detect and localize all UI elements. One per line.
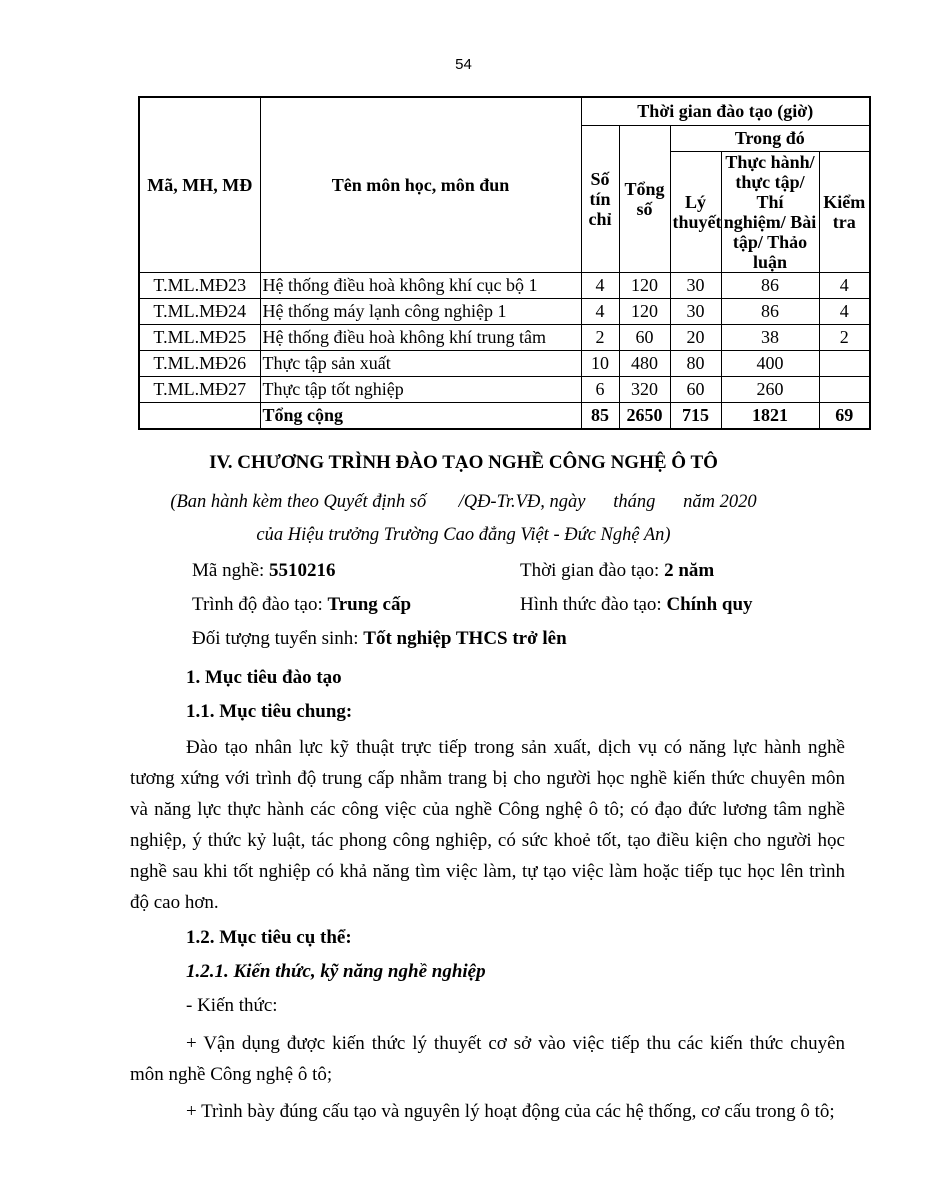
cell-exam: 4 bbox=[819, 272, 870, 298]
program-duration: Thời gian đào tạo: 2 năm bbox=[520, 560, 715, 581]
cell-practice: 260 bbox=[721, 376, 819, 402]
total-label: Tổng cộng bbox=[260, 402, 581, 429]
training-level: Trình độ đào tạo: Trung cấp bbox=[192, 594, 412, 615]
heading-knowledge-skills: 1.2.1. Kiến thức, kỹ năng nghề nghiệp bbox=[186, 961, 486, 982]
cell-code: T.ML.MĐ26 bbox=[139, 350, 260, 376]
cell-credits: 10 bbox=[581, 350, 619, 376]
table-row bbox=[139, 376, 870, 402]
header-within: Trong đó bbox=[670, 125, 870, 151]
cell-total: 120 bbox=[619, 298, 670, 324]
cell-theory: 30 bbox=[670, 272, 721, 298]
header-theory: Lý thuyết bbox=[670, 151, 721, 272]
cell-exam: 4 bbox=[819, 298, 870, 324]
total-hours: 2650 bbox=[619, 402, 670, 429]
cell-code: T.ML.MĐ23 bbox=[139, 272, 260, 298]
cell-credits: 6 bbox=[581, 376, 619, 402]
header-exam: Kiểm tra bbox=[819, 151, 870, 272]
cell-theory: 60 bbox=[670, 376, 721, 402]
table-row bbox=[139, 272, 870, 298]
paragraph-general-objectives: Đào tạo nhân lực kỹ thuật trực tiếp trong sản xuất, dịch vụ có năng lực hành nghề tương xứng với trình độ trung cấp nhằm trang bị cho người học nghề kiến thức chuyên môn và năng lực thực hành các công việc của nghề Công nghệ ô tô; có đạo đức lương tâm nghề nghiệp, ý thức kỷ luật, tác phong công nghiệp, có sức khoẻ tốt, tạo điều kiện cho người học nghề sau khi tốt nghiệp có khả năng tìm việc làm, tự tạo việc làm hoặc tiếp tục học lên trình độ cao hơn. bbox=[130, 737, 845, 913]
cell-total: 320 bbox=[619, 376, 670, 402]
enrollment-target: Đối tượng tuyển sinh: Tốt nghiệp THCS trở lên bbox=[192, 628, 567, 649]
cell-code bbox=[139, 402, 260, 429]
document-body bbox=[0, 452, 927, 1127]
cell-credits: 2 bbox=[581, 324, 619, 350]
cell-total: 60 bbox=[619, 324, 670, 350]
cell-exam bbox=[819, 376, 870, 402]
cell-practice: 86 bbox=[721, 272, 819, 298]
decree-note bbox=[0, 486, 927, 552]
cell-name: Hệ thống điều hoà không khí trung tâm bbox=[260, 324, 581, 350]
knowledge-item: + Vận dụng được kiến thức lý thuyết cơ sở vào việc tiếp thu các kiến thức chuyên môn nghề Công nghệ ô tô; bbox=[130, 1033, 845, 1085]
cell-total: 480 bbox=[619, 350, 670, 376]
table-row bbox=[139, 324, 870, 350]
cell-theory: 20 bbox=[670, 324, 721, 350]
cell-exam bbox=[819, 350, 870, 376]
total-exam: 69 bbox=[819, 402, 870, 429]
program-info bbox=[0, 560, 927, 662]
cell-practice: 38 bbox=[721, 324, 819, 350]
cell-credits: 4 bbox=[581, 272, 619, 298]
cell-practice: 400 bbox=[721, 350, 819, 376]
total-credits: 85 bbox=[581, 402, 619, 429]
header-credits: Số tín chỉ bbox=[581, 125, 619, 272]
curriculum-table bbox=[138, 96, 871, 430]
header-total: Tổng số bbox=[619, 125, 670, 272]
cell-theory: 30 bbox=[670, 298, 721, 324]
section-title: IV. CHƯƠNG TRÌNH ĐÀO TẠO NGHỀ CÔNG NGHỆ Ô TÔ bbox=[209, 452, 718, 473]
total-row bbox=[139, 402, 870, 429]
cell-name: Thực tập sản xuất bbox=[260, 350, 581, 376]
heading-training-objectives: 1. Mục tiêu đào tạo bbox=[186, 667, 342, 688]
cell-credits: 4 bbox=[581, 298, 619, 324]
training-form: Hình thức đào tạo: Chính quy bbox=[520, 594, 753, 615]
heading-general-objectives: 1.1. Mục tiêu chung: bbox=[186, 701, 353, 722]
header-code: Mã, MH, MĐ bbox=[139, 97, 260, 272]
table-row bbox=[139, 298, 870, 324]
cell-total: 120 bbox=[619, 272, 670, 298]
cell-code: T.ML.MĐ27 bbox=[139, 376, 260, 402]
cell-name: Thực tập tốt nghiệp bbox=[260, 376, 581, 402]
cell-code: T.ML.MĐ24 bbox=[139, 298, 260, 324]
cell-name: Hệ thống điều hoà không khí cục bộ 1 bbox=[260, 272, 581, 298]
decree-line-2: của Hiệu trưởng Trường Cao đẳng Việt - Đức Nghệ An) bbox=[256, 525, 671, 545]
decree-line-1: (Ban hành kèm theo Quyết định số /QĐ-Tr.VĐ, ngày tháng năm 2020 bbox=[170, 492, 757, 512]
knowledge-label: - Kiến thức: bbox=[186, 995, 278, 1016]
cell-exam: 2 bbox=[819, 324, 870, 350]
total-practice: 1821 bbox=[721, 402, 819, 429]
header-name: Tên môn học, môn đun bbox=[260, 97, 581, 272]
program-code: Mã nghề: 5510216 bbox=[192, 560, 336, 581]
total-theory: 715 bbox=[670, 402, 721, 429]
cell-practice: 86 bbox=[721, 298, 819, 324]
heading-specific-objectives: 1.2. Mục tiêu cụ thể: bbox=[186, 927, 352, 948]
knowledge-item: + Trình bày đúng cấu tạo và nguyên lý hoạt động của các hệ thống, cơ cấu trong ô tô; bbox=[186, 1101, 835, 1122]
cell-name: Hệ thống máy lạnh công nghiệp 1 bbox=[260, 298, 581, 324]
cell-theory: 80 bbox=[670, 350, 721, 376]
header-time-group: Thời gian đào tạo (giờ) bbox=[581, 97, 870, 125]
table-row bbox=[139, 350, 870, 376]
cell-code: T.ML.MĐ25 bbox=[139, 324, 260, 350]
header-practice: Thực hành/ thực tập/ Thí nghiệm/ Bài tập/ Thảo luận bbox=[721, 151, 819, 272]
page-number: 54 bbox=[455, 56, 472, 73]
